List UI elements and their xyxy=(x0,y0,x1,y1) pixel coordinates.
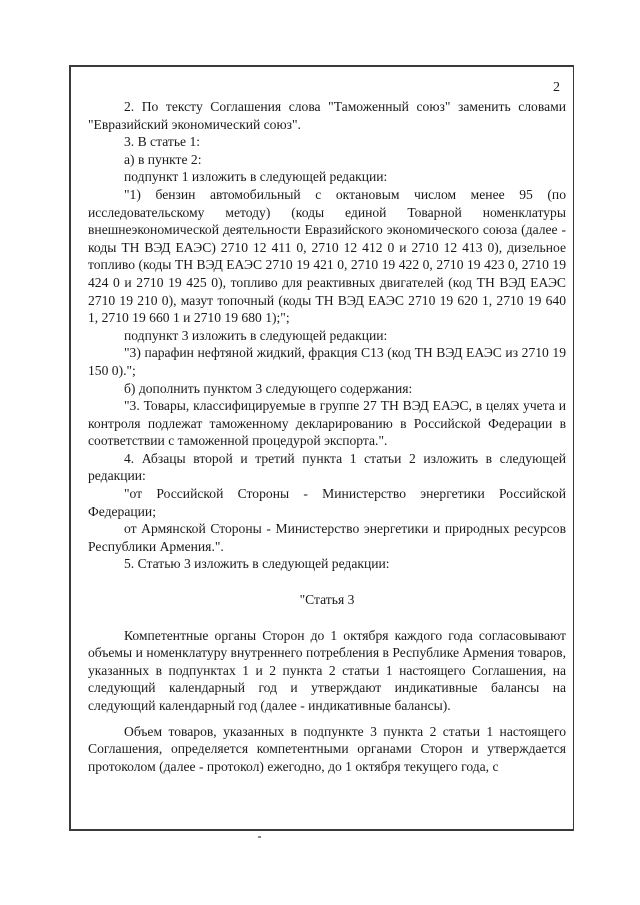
paragraph-item-4: 4. Абзацы второй и третий пункта 1 статьи 2 изложить в следующей редакции: xyxy=(88,450,566,484)
article-3-heading: "Статья 3 xyxy=(299,592,355,608)
paragraph-article-3-body-2: Объем товаров, указанных в подпункте 3 пункта 2 статьи 1 настоящего Соглашения, определяется компетентными органами Сторон и утверждается протоколом (далее - протокол) ежегодно, до 1 октября текущего года, с xyxy=(88,723,566,774)
paragraph-subpoint-1-text: "1) бензин автомобильный с октановым числом менее 95 (по исследовательскому методу) (коды единой Товарной номенклатуры внешнеэкономической деятельности Евразийского экономического союза (далее - коды ТН ВЭД ЕАЭС) 2710 12 411 0, 2710 12 412 0 и 2710 12 413 0), дизельное топливо (коды ТН ВЭД ЕАЭС 2710 19 421 0, 2710 19 422 0, 2710 19 423 0, 2710 19 424 0 и 2710 19 425 0), топливо для реактивных двигателей (код ТН ВЭД ЕАЭС 2710 19 210 0), мазут топочный (коды ТН ВЭД ЕАЭС 2710 19 620 1, 2710 19 640 1, 2710 19 660 1 и 2710 19 680 1);"; xyxy=(88,186,566,326)
scan-speck xyxy=(258,836,261,838)
paragraph-subpoint-3-intro: подпункт 3 изложить в следующей редакции: xyxy=(124,327,388,343)
paragraph-subitem-a: а) в пункте 2: xyxy=(124,151,202,167)
paragraph-subitem-b: б) дополнить пунктом 3 следующего содержания: xyxy=(124,380,413,396)
page-number: 2 xyxy=(553,80,560,95)
paragraph-subpoint-3-text: "3) парафин нефтяной жидкий, фракция С13 (код ТН ВЭД ЕАЭС из 2710 19 150 0)."; xyxy=(88,345,566,378)
paragraph-point-3-text: "3. Товары, классифицируемые в группе 27 ТН ВЭД ЕАЭС, в целях учета и контроля подлежат таможенному декларированию в Российской Федерации в соответствии с таможенной процедурой экспорта.". xyxy=(88,398,566,449)
document-body xyxy=(88,98,566,775)
paragraph-article-3-body-1: Компетентные органы Сторон до 1 октября каждого года согласовывают объемы и номенклатуру внутреннего потребления в Республике Армения товаров, указанных в подпунктах 1 и 2 пункта 2 статьи 1 настоящего Соглашения, на следующий календарный год и утверждают индикативные балансы на следующий календарный год (далее - индикативные балансы). xyxy=(88,627,566,713)
paragraph-item-3: 3. В статье 1: xyxy=(124,134,201,150)
paragraph-item-5: 5. Статью 3 изложить в следующей редакции: xyxy=(124,556,390,572)
paragraph-item-2: 2. По тексту Соглашения слова "Таможенный союз" заменить словами "Евразийский экономический союз". xyxy=(88,99,566,132)
paragraph-armenian-side: от Армянской Стороны - Министерство энергетики и природных ресурсов Республики Армения.". xyxy=(88,521,566,554)
paragraph-russian-side: "от Российской Стороны - Министерство энергетики Российской Федерации; xyxy=(88,486,566,519)
paragraph-subpoint-1-intro: подпункт 1 изложить в следующей редакции: xyxy=(124,169,388,185)
